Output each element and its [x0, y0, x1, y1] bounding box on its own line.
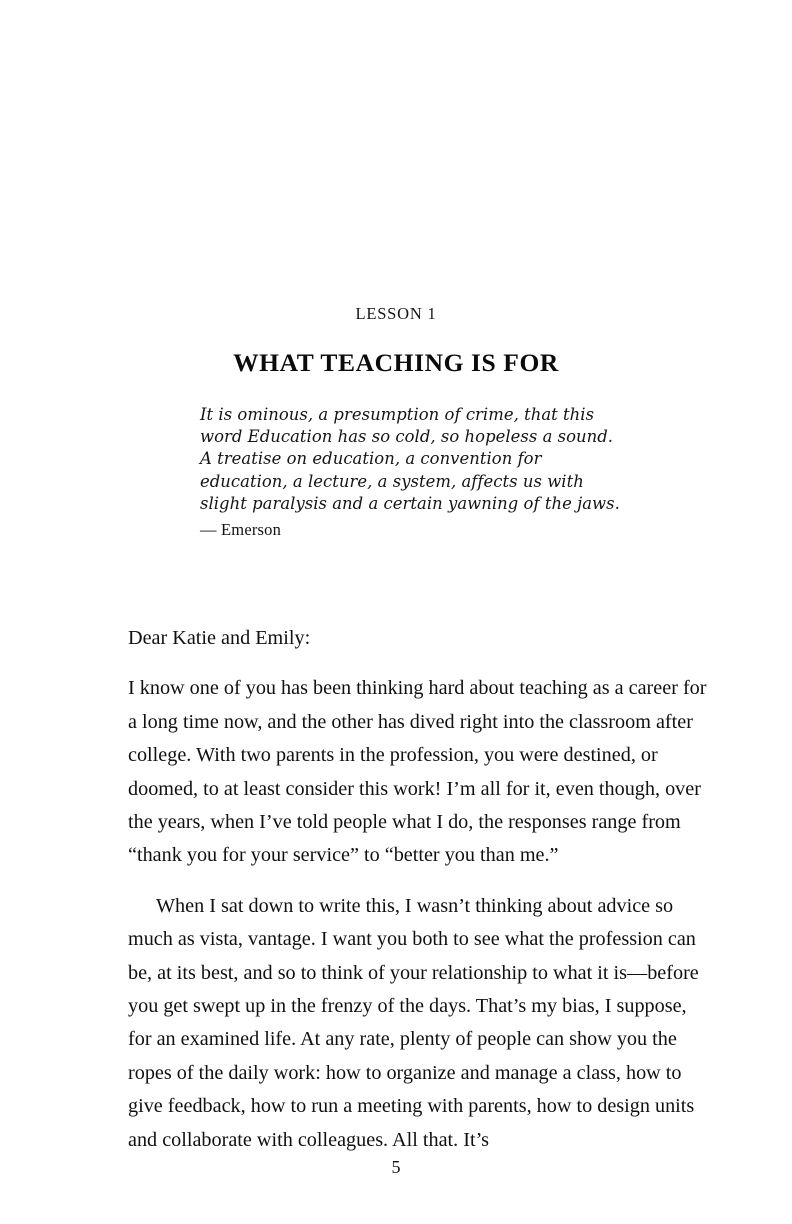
letter-body — [128, 622, 710, 1157]
lesson-label: LESSON 1 — [355, 304, 437, 323]
letter-paragraph: When I sat down to write this, I wasn’t thinking about advice so much as vista, vantage. I want you both to see what the profession can be, at its best, and so to think of your relationship to what it is—before you get swept up in the frenzy of the days. That’s my bias, I suppose, for an examined life. At any rate, plenty of people can show you the ropes of the daily work: how to organize and manage a class, how to give feedback, how to run a meeting with parents, how to design units and collaborate with colleagues. All that. It’s — [128, 894, 699, 1151]
chapter-title: WHAT TEACHING IS FOR — [233, 348, 559, 378]
epigraph-attribution: — Emerson — [200, 520, 282, 540]
letter-salutation: Dear Katie and Emily: — [128, 627, 311, 649]
page-number: 5 — [391, 1157, 401, 1177]
chapter-heading-block — [0, 305, 792, 394]
letter-paragraph: I know one of you has been thinking hard about teaching as a career for a long time now, and the other has dived right into the classroom after college. With two parents in the profession, you were destined, or doomed, to at least consider this work! I’m all for it, even though, over the years, when I’ve told people what I do, the responses range from “thank you for your service” to “better you than me.” — [128, 677, 707, 867]
epigraph-block — [200, 404, 620, 541]
epigraph-quote: It is ominous, a presumption of crime, that this word Education has so cold, so hopeless a sound. A treatise on education, a convention for education, a lecture, a system, affects us with slight paralysis and a certain yawning of the jaws. — [200, 405, 620, 513]
